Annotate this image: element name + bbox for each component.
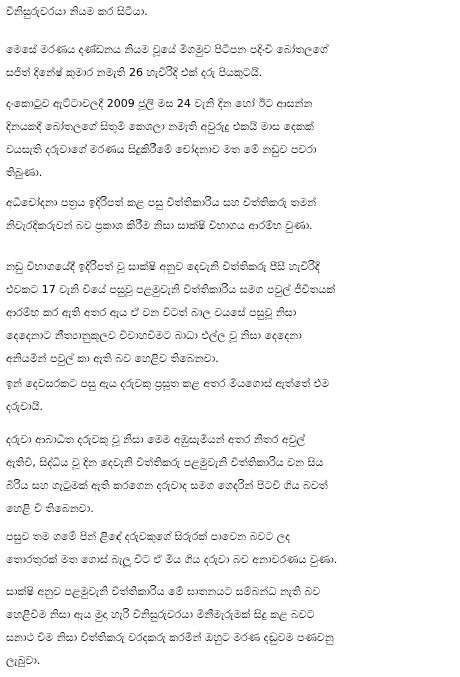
paragraph-8 xyxy=(6,525,456,571)
text-line: එවකට 17 වැනි වියේ පසුවූ පළමුවැනි විත්තිකාරිය සමග පවුල් ජීවිතයක් xyxy=(6,283,336,296)
text-line: සාක්ෂි අනුව පළමුවැනි විත්තිකාරිය මේ ඝාතනයට සම්බන්ධ නැති බව xyxy=(6,585,321,598)
text-line: දංකොටුව ඇට්ටාවලදී 2009 ජූලි මස 24 වැනි දින හෝ ඊට ආසන්න xyxy=(6,97,313,110)
text-line: සනාථ වීම නිසා විත්තිකරු වරදකරු කරමින් ඔහුට මරණ දඬුවම පණවනු xyxy=(6,631,334,644)
text-line: නඩු විභාගයේදී ඉදිරිපත් වූ සාක්ෂි අනුව දෙවැනි විත්තිකරු පීසී හැවිරිදි xyxy=(6,260,320,273)
text-line: තිබුණා. xyxy=(6,166,43,179)
text-line: බිරිය සහ ගැටුමක් ඇති කරගෙන දරුවාද සමග ගෙදරින් පිටවී ගිය බවත් xyxy=(6,479,328,492)
text-line: අනියමින් පවුල් කා ඇති බව හෙළිව තිබෙනවා. xyxy=(6,352,219,365)
paragraph-2 xyxy=(6,38,456,84)
text-line: තොරතුරක් මත ගොස් බැලූ විට ඒ මිය ගිය දරුවා බව අනාවරණය වුණා. xyxy=(6,553,338,566)
paragraph-3 xyxy=(6,92,456,184)
text-line: දරුවා ආබාධිත දරුවකු වූ නිසා මෙම අඹුසැමියන් අතර නිතර අවුල් xyxy=(6,433,305,446)
text-line: මෙසේ මරණය දණ්ඩනය නියම වූයේ මීගමුව පිටිපන පදිංචි බෝතලගේ xyxy=(6,43,328,56)
text-line: ලැබුවා. xyxy=(6,654,41,667)
text-line: අධිචෝදනා පත්‍රය ඉදිරිපත් කළ පසු විත්තිකාරිය සහ විත්තිකරු තමන් xyxy=(6,196,317,209)
text-line: දිනයකදී බෝතලගේ සිතුමි කෙශලා නමැති අවුරුදු එකයි මාස දෙකක් xyxy=(6,120,314,133)
paragraph-7 xyxy=(6,428,456,520)
text-line: දරුවායි. xyxy=(6,400,44,413)
text-line: ඇතිවී, සිද්ධිය වූ දින දෙවැනි විත්තිකරු පළමුවැනි විත්තිකාරිය වන සිය xyxy=(6,456,324,469)
text-line: දෙදෙනාට නීත්‍යානුකූලව විවාහවීමට බාධා එල්ල වූ නිසා දෙදෙනා xyxy=(6,329,302,342)
text-line: වයසැති දරුවාගේ මරණය සිදුකිරීමේ චෝදනාව මත මේ නඩුව පවරා xyxy=(6,143,317,156)
text-line: ආරම්භ කර ඇති අතර ඇය ඒ වන විටත් බාල වයසේ පසුවූ නිසා xyxy=(6,306,297,319)
paragraph-9 xyxy=(6,580,456,672)
paragraph-5 xyxy=(6,255,456,370)
text-line: සජිත් දිනේෂ් කුමාර නමැති 26 හැවිරිදි එක් දරු පියකුටයි. xyxy=(6,66,263,79)
text-line: විනිසුරුවරයා නියම කර සිටියා. xyxy=(6,5,148,18)
text-line: හෙළි වී තිබෙනවා. xyxy=(6,502,94,515)
text-line: නිවැරදිකරුවන් බව ප්‍රකාශ කිරීම නිසා සාක්ෂි විභාගය ආරම්භ වුණා. xyxy=(6,219,313,232)
paragraph-6 xyxy=(6,372,456,418)
text-line: පසුව තම ගමේ පින් ළිඳේ දරුවකුගේ සිරුරක් පාවෙන බවට ලද xyxy=(6,530,291,543)
text-line: ඉන් දෙවසරකට පසු ඇය දරුවකු ප්‍රසූත කළ අතර මියගොස් ඇත්තේ එම xyxy=(6,377,330,390)
paragraph-1 xyxy=(6,0,456,23)
paragraph-4 xyxy=(6,191,456,237)
text-line: හෙළිවීම නිසා ඇය මුදා හැරි විනිසුරුවරයා මිනීමැරුමක් සිදු කළ බවට xyxy=(6,608,315,621)
